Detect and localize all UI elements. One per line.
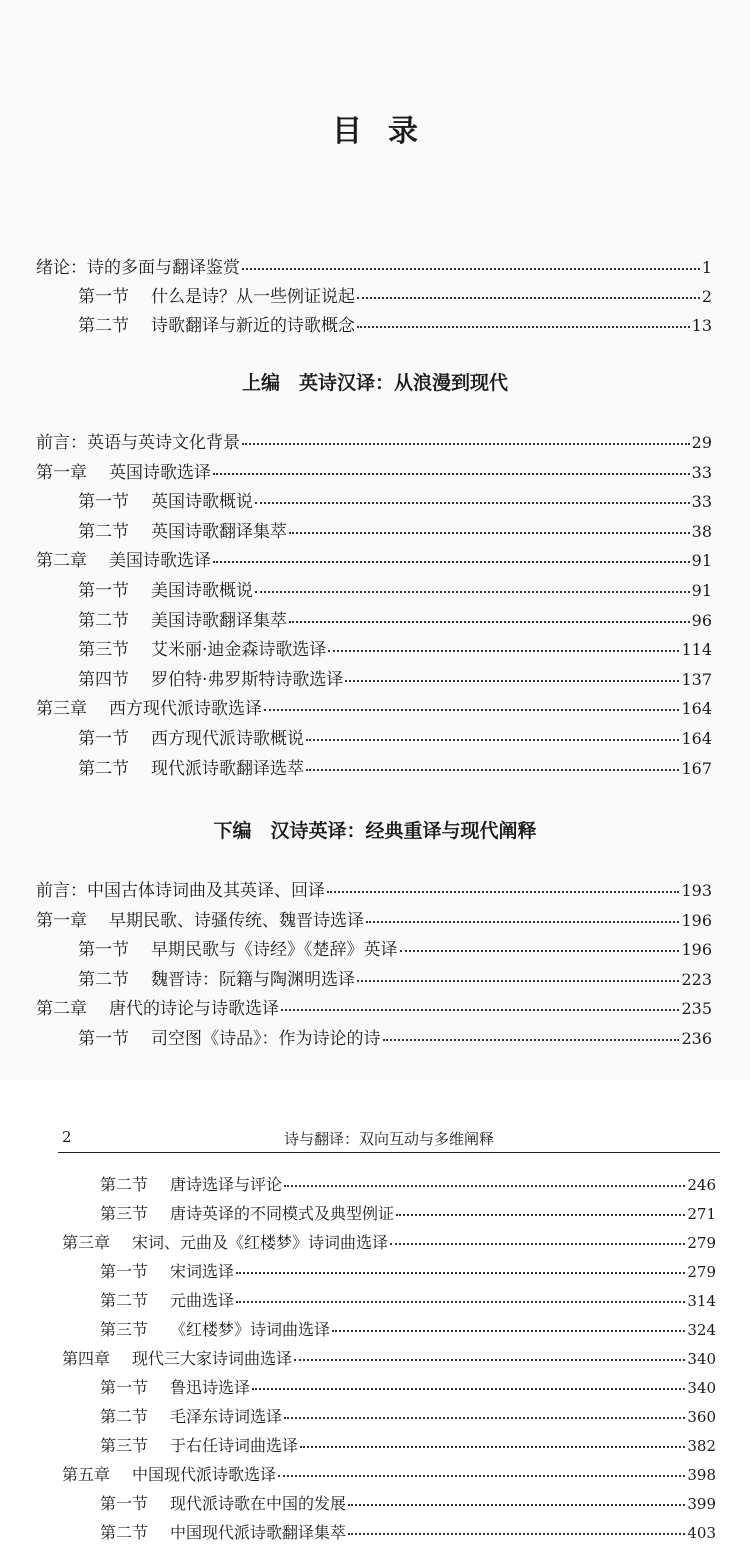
- toc-entry-chapter: [36, 694, 712, 718]
- toc-entry-number: 第二节: [78, 758, 129, 779]
- toc-entry-section: [100, 1317, 716, 1341]
- dot-leader: [236, 1271, 685, 1274]
- dot-leader: [213, 560, 690, 563]
- dot-leader: [390, 1242, 685, 1245]
- dot-leader: [348, 1532, 685, 1535]
- dot-leader: [242, 442, 690, 445]
- toc-entry-title: 英国诗歌翻译集萃: [151, 521, 287, 542]
- toc-page-2: [0, 1080, 750, 1546]
- dot-leader: [327, 890, 679, 893]
- toc-entry-chapter: [62, 1230, 716, 1254]
- toc-entry-section: [78, 635, 712, 659]
- toc-entry-number: 第二节: [100, 1291, 149, 1310]
- toc-entry-label: [78, 935, 398, 960]
- toc-entry-page-number: 33: [691, 492, 712, 512]
- toc-entry-section: [78, 282, 712, 306]
- toc-entry-title: 中国现代派诗歌翻译集萃: [170, 1523, 347, 1542]
- toc-entry-number: 第五章: [62, 1465, 111, 1484]
- toc-entry-number: 第三节: [100, 1436, 149, 1455]
- toc-entry-label: [100, 1404, 282, 1427]
- toc-entry-label: [100, 1491, 346, 1514]
- toc-entry-number: 第三章: [62, 1233, 111, 1252]
- toc-entry-page-number: 29: [691, 433, 712, 452]
- toc-entry-page-number: 398: [687, 1466, 716, 1484]
- toc-entry-number: 第一节: [100, 1262, 149, 1281]
- toc-entry-title: 毛泽东诗词选译: [170, 1407, 283, 1426]
- toc-entry-title: 罗伯特·弗罗斯特诗歌选译: [151, 669, 344, 690]
- toc-entry-page-number: 246: [687, 1176, 716, 1194]
- dot-leader: [328, 649, 679, 652]
- toc-entry-title: 诗歌翻译与新近的诗歌概念: [151, 316, 355, 336]
- toc-entry-page-number: 91: [691, 551, 712, 571]
- toc-entry-title: 西方现代派诗歌概说: [151, 729, 304, 749]
- dot-leader: [284, 1184, 685, 1187]
- dot-leader: [332, 1329, 685, 1332]
- toc-entry-page-number: 137: [681, 669, 712, 689]
- toc-entry-label: [36, 876, 325, 901]
- toc-entry-title: 魏晋诗：阮籍与陶渊明选译: [151, 969, 355, 990]
- toc-entry-title: 唐代的诗论与诗歌选译: [109, 999, 279, 1020]
- dot-leader: [300, 1445, 685, 1448]
- header-page-number: 2: [62, 1128, 72, 1146]
- dot-leader: [289, 531, 690, 534]
- toc-entry-label: [100, 1375, 250, 1398]
- toc-entry-title: 唐诗选译与评论: [170, 1175, 283, 1194]
- toc-entry-section: [78, 754, 712, 778]
- toc-entry-label: [100, 1172, 282, 1195]
- toc-entry-label: [100, 1433, 298, 1456]
- toc-entry-title: 鲁迅诗选译: [170, 1378, 251, 1397]
- toc-entry-page-number: 167: [681, 758, 712, 778]
- toc-entry-number: 第二节: [78, 521, 129, 542]
- dot-leader: [366, 920, 679, 923]
- toc-entry-title: 现代三大家诗词曲选译: [132, 1349, 293, 1368]
- toc-entry-section: [100, 1404, 716, 1428]
- toc-entry-section: [78, 576, 712, 600]
- toc-entry-title: 现代派诗歌在中国的发展: [170, 1494, 347, 1513]
- toc-entry-page-number: 164: [681, 729, 712, 748]
- toc-entry-number: 第一节: [100, 1378, 149, 1397]
- page-title: 目录: [332, 114, 444, 149]
- toc-entry-number: 第四节: [78, 669, 129, 690]
- toc-entry-label: [78, 965, 355, 990]
- dot-leader: [294, 1358, 685, 1361]
- running-header: [58, 1126, 720, 1153]
- toc-entry-number: 第三节: [100, 1204, 149, 1223]
- dot-leader: [348, 1503, 685, 1506]
- toc-entry-page-number: 340: [687, 1379, 716, 1397]
- toc-entry-section: [78, 1024, 712, 1048]
- dot-leader: [236, 1300, 685, 1303]
- toc-entry-label: [36, 253, 240, 278]
- toc-entry-page-number: 91: [691, 581, 712, 600]
- toc-entry-page-number: 1: [701, 258, 712, 277]
- toc-entry-page-number: 279: [687, 1263, 716, 1281]
- toc-entry-title: 美国诗歌翻译集萃: [151, 610, 287, 631]
- toc-entry-page-number: 33: [691, 462, 712, 482]
- dot-leader: [242, 267, 700, 270]
- toc-entry-chapter: [36, 428, 712, 452]
- toc-entry-number: 第二节: [78, 316, 129, 336]
- toc-entry-title: 美国诗歌概说: [151, 581, 253, 601]
- toc-entry-number: 第一节: [100, 1494, 149, 1513]
- toc-entry-page-number: 196: [681, 940, 712, 960]
- toc-entry-page-number: 236: [681, 1029, 712, 1048]
- toc-entry-title: 于右任诗词曲选译: [170, 1436, 299, 1455]
- toc-entry-label: [36, 428, 240, 453]
- toc-entry-label: [36, 694, 262, 719]
- toc-entry-label: [100, 1259, 234, 1282]
- toc-entry-page-number: 114: [681, 640, 712, 660]
- toc-entry-section: [100, 1172, 716, 1196]
- toc-entry-title: 艾米丽·迪金森诗歌选译: [151, 640, 327, 661]
- dot-leader: [281, 1008, 679, 1011]
- toc-entry-title: 宋词选译: [170, 1262, 235, 1281]
- toc-entry-title: 英国诗歌概说: [151, 492, 253, 513]
- toc-entry-number: 第一章: [36, 462, 87, 483]
- part-heading-lower: 下编 汉诗英译：经典重译与现代阐释: [213, 820, 537, 842]
- toc-entry-page-number: 314: [687, 1292, 716, 1310]
- dot-leader: [383, 1038, 680, 1041]
- dot-leader: [357, 296, 700, 299]
- toc-entry-title: 前言：中国古体诗词曲及其英译、回译: [36, 881, 325, 901]
- toc-entry-label: [78, 724, 304, 749]
- toc-entry-chapter: [36, 458, 712, 482]
- toc-entry-chapter: [62, 1346, 716, 1370]
- toc-entry-section: [100, 1433, 716, 1457]
- toc-entry-number: 第二章: [36, 551, 87, 572]
- toc-entry-label: [78, 606, 287, 631]
- toc-entry-section: [78, 311, 712, 335]
- toc-entry-page-number: 164: [681, 699, 712, 719]
- toc-entry-label: [100, 1288, 234, 1311]
- toc-entry-number: 第二节: [100, 1175, 149, 1194]
- part-heading-upper: 上编 英诗汉译：从浪漫到现代: [241, 372, 508, 394]
- toc-entry-label: [36, 546, 211, 571]
- dot-leader: [213, 472, 690, 475]
- dot-leader: [252, 1387, 685, 1390]
- toc-entry-page-number: 271: [687, 1205, 716, 1223]
- toc-entry-label: [100, 1201, 394, 1224]
- toc-entry-number: 第三节: [100, 1320, 149, 1339]
- toc-entry-page-number: 38: [691, 521, 712, 541]
- toc-entry-label: [78, 576, 253, 601]
- toc-entry-chapter: [36, 906, 712, 930]
- toc-entry-number: 第一节: [78, 940, 129, 961]
- toc-entry-label: [100, 1317, 330, 1340]
- toc-entry-label: [36, 458, 211, 483]
- toc-entry-section: [78, 517, 712, 541]
- dot-leader: [264, 708, 679, 711]
- toc-entry-page-number: 340: [687, 1350, 716, 1368]
- toc-entry-section: [78, 665, 712, 689]
- toc-entry-page-number: 360: [687, 1408, 716, 1426]
- toc-entry-number: 第一节: [78, 581, 129, 601]
- toc-entry-title: 英国诗歌选译: [109, 462, 211, 483]
- dot-leader: [255, 501, 690, 504]
- toc-entry-number: 第三章: [36, 699, 87, 720]
- toc-entry-title: 绪论：诗的多面与翻译鉴赏: [36, 258, 240, 278]
- toc-entry-page-number: 399: [687, 1495, 716, 1513]
- toc-entry-section: [78, 487, 712, 511]
- toc-entry-title: 唐诗英译的不同模式及典型例证: [170, 1204, 395, 1223]
- toc-entry-label: [62, 1462, 276, 1485]
- dot-leader: [306, 738, 679, 741]
- dot-leader: [278, 1474, 685, 1477]
- dot-leader: [255, 590, 690, 593]
- toc-entry-title: 元曲选译: [170, 1291, 235, 1310]
- toc-entry-section: [100, 1520, 716, 1544]
- toc-entry-number: 第二节: [100, 1523, 149, 1542]
- toc-entry-section: [78, 606, 712, 630]
- toc-entry-page-number: 235: [681, 999, 712, 1019]
- toc-entry-number: 第一节: [78, 492, 129, 513]
- toc-entry-title: 现代派诗歌翻译选萃: [151, 758, 304, 779]
- toc-entry-page-number: 382: [687, 1437, 716, 1455]
- toc-entry-chapter: [62, 1462, 716, 1486]
- toc-entry-title: 《红楼梦》诗词曲选译: [170, 1320, 331, 1339]
- toc-entry-title: 中国现代派诗歌选译: [132, 1465, 277, 1484]
- toc-entry-page-number: 96: [691, 610, 712, 630]
- toc-entry-label: [62, 1230, 388, 1253]
- header-running-title: 诗与翻译：双向互动与多维阐释: [283, 1130, 494, 1148]
- toc-entry-number: 第二节: [78, 610, 129, 631]
- toc-entry-section: [100, 1375, 716, 1399]
- toc-entry-page-number: 193: [681, 881, 712, 900]
- toc-entry-title: 西方现代派诗歌选译: [109, 699, 262, 720]
- toc-entry-section: [100, 1201, 716, 1225]
- toc-entry-number: 第二章: [36, 999, 87, 1020]
- toc-entry-section: [78, 935, 712, 959]
- toc-entry-title: 什么是诗？从一些例证说起: [151, 287, 355, 307]
- toc-entry-section: [100, 1491, 716, 1515]
- toc-entry-label: [78, 487, 253, 512]
- toc-entry-title: 美国诗歌选译: [109, 551, 211, 572]
- toc-entry-page-number: 2: [701, 287, 712, 306]
- toc-entry-page-number: 279: [687, 1234, 716, 1252]
- toc-entry-title: 宋词、元曲及《红楼梦》诗词曲选译: [132, 1233, 389, 1252]
- toc-entry-page-number: 223: [681, 969, 712, 989]
- toc-entry-number: 第四章: [62, 1349, 111, 1368]
- toc-entry-section: [78, 724, 712, 748]
- dot-leader: [400, 949, 680, 952]
- toc-entry-number: 第一节: [78, 1029, 129, 1049]
- toc-entry-page-number: 324: [687, 1321, 716, 1339]
- dot-leader: [396, 1213, 685, 1216]
- toc-entry-chapter: [36, 876, 712, 900]
- toc-entry-label: [78, 754, 304, 779]
- toc-entry-label: [78, 282, 355, 307]
- toc-entry-label: [36, 906, 364, 931]
- toc-entry-label: [78, 311, 355, 336]
- toc-entry-title: 前言：英语与英诗文化背景: [36, 433, 240, 453]
- toc-entry-label: [100, 1520, 346, 1543]
- toc-entry-chapter: [36, 994, 712, 1018]
- toc-entry-page-number: 13: [691, 316, 712, 335]
- toc-entry-label: [78, 1024, 381, 1049]
- toc-entry-label: [78, 517, 287, 542]
- toc-entry-chapter: [36, 546, 712, 570]
- toc-entry-section: [100, 1259, 716, 1283]
- dot-leader: [289, 620, 690, 623]
- toc-entry-number: 第一章: [36, 910, 87, 931]
- dot-leader: [345, 679, 679, 682]
- toc-entry-label: [78, 665, 343, 690]
- dot-leader: [306, 768, 679, 771]
- toc-entry-number: 第二节: [100, 1407, 149, 1426]
- toc-entry-section: [100, 1288, 716, 1312]
- toc-entry-title: 早期民歌、诗骚传统、魏晋诗选译: [109, 910, 364, 931]
- toc-entry-section: [78, 965, 712, 989]
- toc-entry-number: 第三节: [78, 640, 129, 661]
- toc-entry-page-number: 403: [687, 1524, 716, 1542]
- toc-entry-label: [62, 1346, 292, 1369]
- toc-entry-chapter: [36, 253, 712, 277]
- toc-entry-page-number: 196: [681, 910, 712, 930]
- toc-entry-label: [36, 994, 279, 1019]
- toc-entry-number: 第一节: [78, 729, 129, 749]
- toc-entry-number: 第一节: [78, 287, 129, 307]
- toc-entry-label: [78, 635, 326, 660]
- toc-entry-number: 第二节: [78, 969, 129, 990]
- dot-leader: [284, 1416, 685, 1419]
- dot-leader: [357, 979, 679, 982]
- toc-entry-title: 早期民歌与《诗经》《楚辞》英译: [151, 940, 398, 961]
- toc-entry-title: 司空图《诗品》：作为诗论的诗: [151, 1029, 381, 1049]
- dot-leader: [357, 325, 690, 328]
